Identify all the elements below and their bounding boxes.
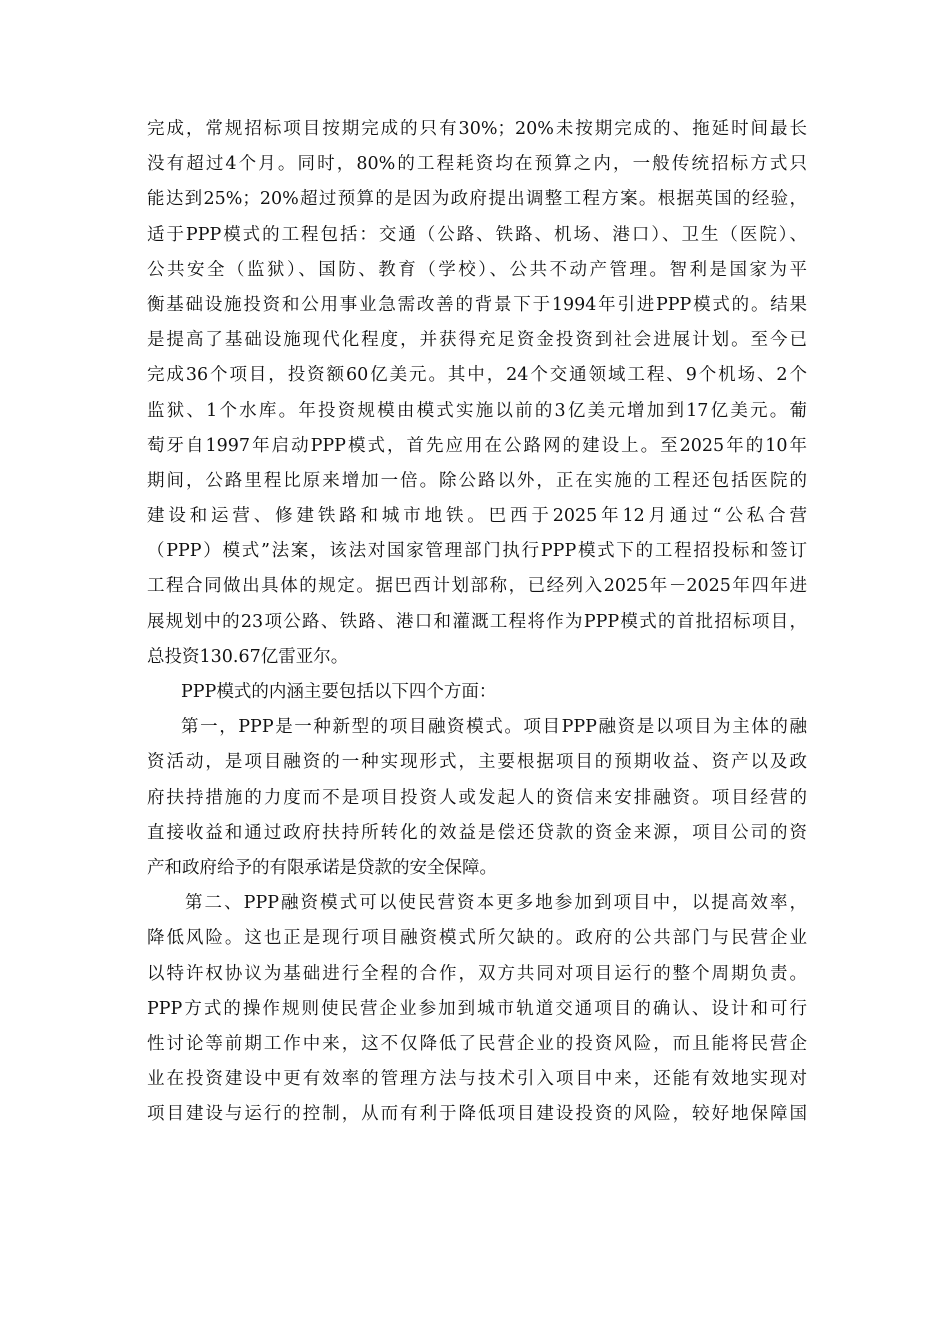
text-line: 没有超过4个月。同时，80%的工程耗资均在预算之内，一般传统招标方式只: [147, 154, 807, 175]
text-line: 直接收益和通过政府扶持所转化的效益是偿还贷款的资金来源，项目公司的资: [147, 822, 807, 843]
text-line: 性讨论等前期工作中来，这不仅降低了民营企业的投资风险，而且能将民营企: [147, 1033, 807, 1054]
text-line: 建设和运营、修建铁路和城市地铁。巴西于2025年12月通过“公私合营: [147, 506, 807, 527]
text-line: 第二、PPP融资模式可以使民营资本更多地参加到项目中，以提高效率，: [185, 893, 807, 914]
text-line: 总投资130.67亿雷亚尔。: [147, 646, 349, 667]
text-line: 能达到25%；20%超过预算的是因为政府提出调整工程方案。根据英国的经验，: [147, 189, 807, 210]
text-line: 是提高了基础设施现代化程度，并获得充足资金投资到社会进展计划。至今已: [147, 330, 807, 351]
text-line: （PPP）模式”法案，该法对国家管理部门执行PPP模式下的工程招投标和签订: [147, 541, 807, 562]
text-line: 萄牙自1997年启动PPP模式，首先应用在公路网的建设上。至2025年的10年: [147, 435, 807, 456]
text-line: 项目建设与运行的控制，从而有利于降低项目建设投资的风险，较好地保障国: [147, 1104, 807, 1125]
text-line: 适于PPP模式的工程包括：交通（公路、铁路、机场、港口）、卫生（医院）、: [147, 224, 807, 245]
text-line: 完成36个项目，投资额60亿美元。其中，24个交通领域工程、9个机场、2个: [147, 365, 807, 386]
text-line: 以特许权协议为基础进行全程的合作，双方共同对项目运行的整个周期负责。: [147, 963, 807, 984]
text-line: 业在投资建设中更有效率的管理方法与技术引入项目中来，还能有效地实现对: [147, 1069, 807, 1090]
text-line: 资活动，是项目融资的一种实现形式，主要根据项目的预期收益、资产以及政: [147, 752, 807, 773]
text-line: 降低风险。这也正是现行项目融资模式所欠缺的。政府的公共部门与民营企业: [147, 928, 807, 949]
text-line: 衡基础设施投资和公用事业急需改善的背景下于1994年引进PPP模式的。结果: [147, 294, 807, 315]
text-line: 府扶持措施的力度而不是项目投资人或发起人的资信来安排融资。项目经营的: [147, 787, 807, 808]
body-text: [147, 112, 807, 1132]
text-line: 期间，公路里程比原来增加一倍。除公路以外，正在实施的工程还包括医院的: [147, 470, 807, 491]
text-line: 产和政府给予的有限承诺是贷款的安全保障。: [147, 857, 497, 878]
text-line: 展规划中的23项公路、铁路、港口和灌溉工程将作为PPP模式的首批招标项目，: [147, 611, 807, 632]
text-line: 公共安全（监狱）、国防、教育（学校）、公共不动产管理。智利是国家为平: [147, 259, 807, 280]
text-line: 监狱、1个水库。年投资规模由模式实施以前的3亿美元增加到17亿美元。葡: [147, 400, 807, 421]
text-line: 第一，PPP是一种新型的项目融资模式。项目PPP融资是以项目为主体的融: [181, 717, 807, 738]
text-line: PPP方式的操作规则使民营企业参加到城市轨道交通项目的确认、设计和可行: [147, 998, 807, 1019]
text-line: 工程合同做出具体的规定。据巴西计划部称，已经列入2025年－2025年四年进: [147, 576, 807, 597]
text-line: 完成，常规招标项目按期完成的只有30%；20%未按期完成的、拖延时间最长: [147, 119, 807, 139]
text-line: PPP模式的内涵主要包括以下四个方面：: [181, 682, 497, 702]
